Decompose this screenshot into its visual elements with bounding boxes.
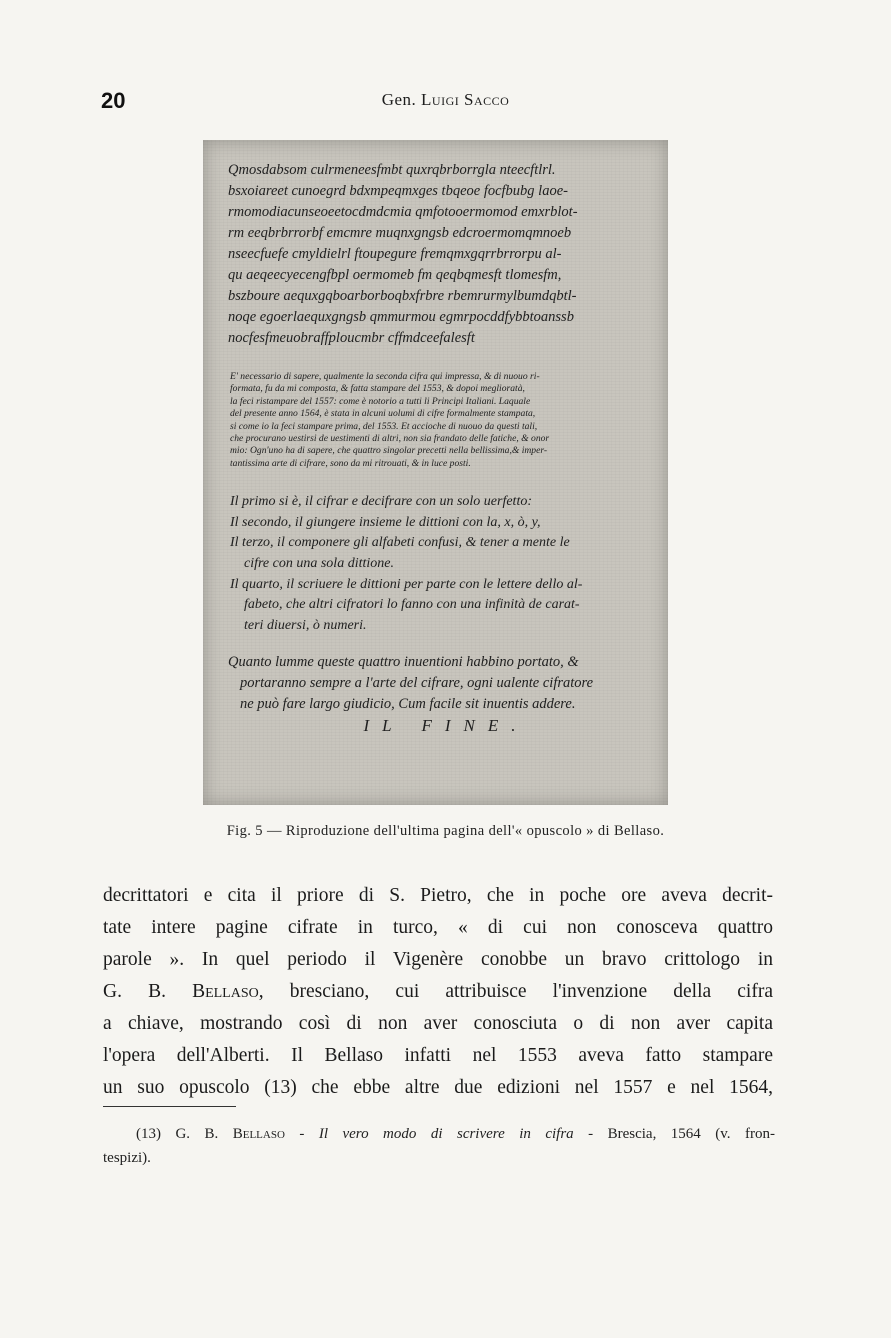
running-head-prefix: Gen.: [381, 90, 422, 109]
footnote-rest: - Brescia, 1564 (v. fron-: [573, 1126, 775, 1142]
principle-line: Il terzo, il componere gli alfabeti confusi, & tener a mente le: [230, 535, 570, 551]
footnote-rule: [103, 1106, 236, 1107]
body-paragraph: [103, 880, 773, 1104]
body-line: un suo opuscolo (13) che ebbe altre due edizioni nel 1557 e nel 1564,: [103, 1077, 773, 1098]
cipher-line: qu aeqeecyecengfbpl oermomeb fm qeqbqmesft tlomesfm,: [228, 267, 562, 283]
cipher-line: nocfesfmeuobraffploucmbr cffmdceefalesft: [228, 330, 475, 346]
running-head-author: Luigi Sacco: [421, 90, 510, 109]
closing-line: ne può fare largo giudicio, Cum facile sit inuentis addere.: [240, 696, 576, 713]
italian-note-block: [228, 371, 654, 470]
italian-line: formata, fu da mi composta, & fatta stampare del 1553, & dopoi meglioratà,: [230, 383, 525, 395]
cipher-line: rmomodiacunseoeetocdmdcmia qmfotooermomod emxrblot-: [228, 204, 578, 220]
closing-line: portaranno sempre a l'arte del cifrare, ogni ualente cifratore: [240, 675, 594, 692]
principle-line: Il secondo, il giungere insieme le dittioni con la, x, ò, y,: [230, 514, 541, 530]
body-line-part: G. B.: [103, 981, 193, 1002]
body-line: l'opera dell'Alberti. Il Bellaso infatti nel 1553 aveva fatto stampare: [103, 1045, 773, 1066]
italian-line: mio: Ogn'uno ha di sapere, che quattro singolar precetti nella bellissima,& imper-: [230, 445, 548, 457]
footnote-author: Bellaso: [232, 1126, 285, 1142]
body-line: tate intere pagine cifrate in turco, « di cui non conosceva quattro: [103, 917, 773, 938]
italian-line: la feci ristampare del 1557: come è notorio a tutti li Principi Italiani. Laquale: [230, 395, 531, 407]
italian-line: che procurano uestirsi de uestimenti di altri, non sia frandato delle fatiche, & onor: [230, 433, 550, 445]
principle-line: cifre con una sola dittione.: [244, 556, 394, 572]
body-line-part: , bresciano, cui attribuisce l'invenzione della cifra: [258, 981, 773, 1002]
cipher-line: bszboure aequxgqboarborboqbxfrbre rbemrurmylbumdqbtl-: [228, 288, 577, 304]
body-line: [103, 976, 773, 1008]
finis-label: IL FINE.: [363, 716, 529, 736]
principle-line: Il quarto, il scriuere le dittioni per parte con le lettere dello al-: [230, 576, 583, 592]
body-line: parole ». In quel periodo il Vigenère conobbe un bravo crittologo in: [103, 949, 773, 970]
body-line: a chiave, mostrando così di non aver conosciuta o di non aver capita: [103, 1013, 773, 1034]
principle-line: Il primo si è, il cifrar e decifrare con un solo uerfetto:: [230, 494, 532, 510]
cipher-line: bsxoiareet cunoegrd bdxmpeqmxges tbqeoe focfbubg laoe-: [228, 183, 568, 199]
cipher-line: noqe egoerlaequxgngsb qmmurmou egmrpocddfybbtoanssb: [228, 309, 574, 325]
reproduced-page-plate: [203, 140, 668, 805]
cipher-line: rm eeqbrbrrorbf emcmre muqnxgngsb edcroermomqmnoeb: [228, 225, 572, 241]
author-name: Bellaso: [192, 981, 259, 1002]
italian-line: E' necessario di sapere, qualmente la seconda cifra qui impressa, & di nuouo ri-: [230, 371, 540, 382]
closing-line: Quanto lumme queste quattro inuentioni habbino portato, &: [228, 654, 579, 671]
closing-block: [228, 652, 654, 736]
cipher-line: Qmosdabsom culrmeneesfmbt quxrqbrborrgla nteecftlrl.: [228, 162, 556, 178]
footnote: [103, 1122, 775, 1170]
footnote-line: tespizi).: [103, 1150, 151, 1166]
principle-line: fabeto, che altri cifratori lo fanno con una infinità de carat-: [244, 597, 580, 613]
running-head: [0, 90, 891, 110]
ciphertext-block: [228, 160, 654, 349]
italian-line: tantissima arte di cifrare, sono da mi ritrouati, & in luce posti.: [230, 457, 471, 469]
footnote-separator: -: [284, 1126, 319, 1142]
footnote-number: (13) G. B.: [136, 1126, 233, 1142]
body-line: decrittatori e cita il priore di S. Pietro, che in poche ore aveva decrit-: [103, 885, 773, 906]
cipher-line: nseecfuefe cmyldielrl ftoupegure fremqmxgqrrbrrorpu al-: [228, 246, 562, 262]
italian-line: si come io la feci stampare prima, del 1553. Et accioche di nuouo da questi tali,: [230, 420, 538, 432]
italian-line: del presente anno 1564, è stata in alcuni uolumi di cifre formalmente stampata,: [230, 408, 536, 420]
plate-content: [228, 160, 654, 736]
principles-block: [228, 492, 654, 636]
figure-caption: Fig. 5 — Riproduzione dell'ultima pagina dell'« opuscolo » di Bellaso.: [226, 823, 665, 839]
footnote-line: [103, 1122, 775, 1146]
principle-line: teri diuersi, ò numeri.: [244, 617, 367, 633]
footnote-title: Il vero modo di scrivere in cifra: [318, 1126, 574, 1142]
page-number: 20: [101, 88, 126, 113]
